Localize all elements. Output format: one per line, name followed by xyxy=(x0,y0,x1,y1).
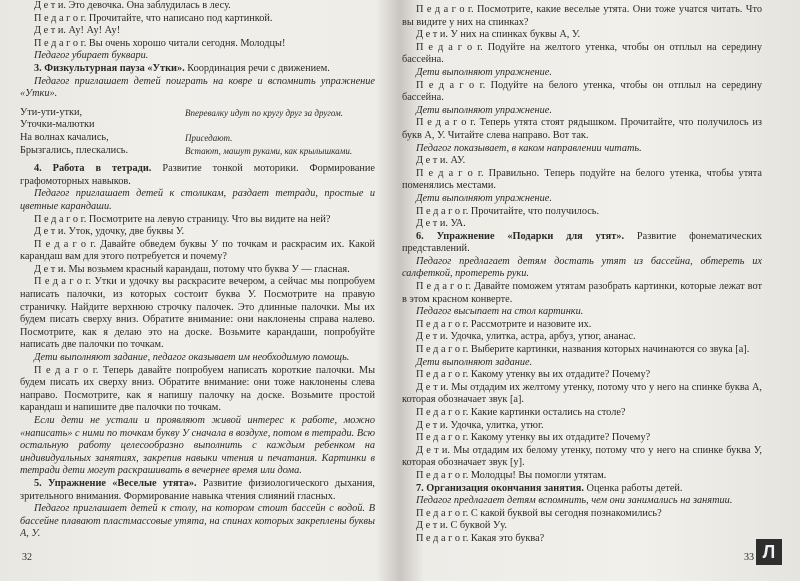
section-3 xyxy=(20,63,375,76)
publisher-logo: Л xyxy=(756,539,782,565)
dialogue-line: Д е т и. У них на спинках буквы А, У. xyxy=(416,29,581,41)
stage-direction: Дети выполняют задание. xyxy=(416,356,533,368)
poem-row xyxy=(20,119,375,132)
dialogue-line: П е д а г о г. Прочитайте, что написано под картинкой. xyxy=(34,12,273,24)
dialogue-line: Д е т и. АУ. xyxy=(416,155,466,167)
dialogue-line: Д е т и. УА. xyxy=(416,218,466,230)
section-4-text: Развитие тонкой моторики. Формирование графомоторных навыков. xyxy=(20,163,375,187)
dialogue-line: Д е т и. Ау! Ау! Ау! xyxy=(34,25,121,37)
section-4-title: 4. Работа в тетради. xyxy=(34,163,152,175)
section-6 xyxy=(402,231,762,256)
section-5-title: 5. Упражнение «Веселые утята». xyxy=(34,477,197,489)
stage-direction: Педагог убирает буквари. xyxy=(34,50,149,62)
dialogue-line: П е д а г о г. Прочитайте, что получилось. xyxy=(416,205,600,217)
poem-action: Встают, машут руками, как крылышками. xyxy=(185,145,353,156)
dialogue-line: П е д а г о г. Утки и удочку вы раскрасите вечером, а сейчас мы попробуем написать палочки, из которых состоит буква У. Посмотрите на правую страничку. Найдите верхнюю строчку палочек. Это длинные палочки. Мы их будем писать сверху вниз. Обратите внимание: они наклонены справа налево. Посмотрите, как я делаю это на доске. Возьмите карандаши, попробуйте написать две палочки по точкам. xyxy=(20,276,375,351)
section-3-title: 3. Физкультурная пауза «Утки». xyxy=(34,62,185,74)
section-6-text: Развитие фонематических представлений. xyxy=(402,230,762,255)
section-7 xyxy=(402,483,762,496)
section-4-instruction: Педагог приглашает детей к столикам, раздает тетради, простые и цветные карандаши. xyxy=(20,188,375,212)
section-7-text: Оценка работы детей. xyxy=(586,482,683,494)
dialogue-line: П е д а г о г. Теперь давайте попробуем написать короткие палочки. Мы будем писать их сверху вниз. Обратите внимание: они тоже наклонены слева направо. Посмотрите, как я напишу палочку на доске. Возьмите простой карандаш и напишите две палочки по точкам. xyxy=(20,364,375,414)
poem-verse: Ути-ути-утки, xyxy=(20,106,83,118)
dialogue-line: Д е т и. Уток, удочку, две буквы У. xyxy=(34,226,185,238)
dialogue-line: П е д а г о г. Давайте обведем буквы У по точкам и раскрасим их. Какой карандаш вам для этого потребуется и почему? xyxy=(20,238,375,263)
poem-action: Приседают. xyxy=(185,132,233,143)
stage-direction: Дети выполняют упражнение. xyxy=(416,104,552,116)
stage-direction: Педагог предлагает детям достать утят из бассейна, обтереть их салфеткой, протереть руки. xyxy=(402,255,762,280)
dialogue-line: П е д а г о г. Рассмотрите и назовите их. xyxy=(416,318,592,330)
stage-direction: Педагог высыпает на стол картинки. xyxy=(416,306,584,318)
poem-action: Вперевалку идут по кругу друг за другом. xyxy=(185,107,344,118)
right-page xyxy=(402,0,762,581)
dialogue-line: Д е т и. Удочка, улитка, утюг. xyxy=(416,419,544,431)
dialogue-line: П е д а г о г. Молодцы! Вы помогли утятам. xyxy=(416,469,607,481)
dialogue-line: П е д а г о г. Давайте поможем утятам разобрать картинки, которые лежат вот в этом красном конверте. xyxy=(402,281,762,305)
dialogue-line: П е д а г о г. Правильно. Теперь подуйте на белого утенка, чтобы утята поменялись местами. xyxy=(402,167,762,192)
dialogue-line: Д е т и. Удочка, улитка, астра, арбуз, утюг, ананас. xyxy=(416,331,636,343)
poem-row xyxy=(20,132,375,145)
dialogue-line: П е д а г о г. Какому утенку вы их отдадите? Почему? xyxy=(416,369,651,381)
stage-direction: Дети выполняют упражнение. xyxy=(416,192,552,204)
dialogue-line: Д е т и. Мы отдадим их белому утенку, потому что у него на спинке буква У, которая обозначает звук [у]. xyxy=(402,444,762,469)
page-number: 32 xyxy=(22,552,32,564)
poem-row xyxy=(20,145,375,158)
stage-direction: Дети выполняют упражнение. xyxy=(416,66,552,78)
stage-direction: Педагог показывает, в каком направлении читать. xyxy=(416,142,642,154)
stage-direction: Если дети не устали и проявляют живой интерес к работе, можно «написать» с ними по точкам букву У сначала в воздухе, потом в тетради. Всю остальную работу целесообразно выполнить с каждым ребенком на индивидуальных занятиях, закрепив навыки чтения и печатания. Картинки в тетради дети могут раскрашивать в вечернее время или дома. xyxy=(20,415,375,477)
dialogue-line: Д е т и. С буквой Уу. xyxy=(416,520,507,532)
section-6-title: 6. Упражнение «Подарки для утят». xyxy=(416,230,625,242)
dialogue-line: Д е т и. Это девочка. Она заблудилась в лесу. xyxy=(34,0,231,11)
dialogue-line: П е д а г о г. С какой буквой вы сегодня познакомились? xyxy=(416,507,662,519)
poem-row xyxy=(20,107,375,120)
poem-verse: Уточки-малютки xyxy=(20,119,95,131)
dialogue-line: П е д а г о г. Какая это буква? xyxy=(416,532,545,544)
poem-verse: Брызгались, плескались. xyxy=(20,144,129,156)
dialogue-line: П е д а г о г. Посмотрите, какие веселые утята. Они тоже учатся читать. Что вы видите у них на спинках? xyxy=(402,4,762,28)
section-3-text: Координация речи с движением. xyxy=(187,62,330,74)
poem-verse: На волнах качались, xyxy=(20,131,109,143)
dialogue-line: Д е т и. Мы возьмем красный карандаш, потому что буква У — гласная. xyxy=(34,263,350,275)
stage-direction: Педагог предлагает детям вспомнить, чем они занимались на занятии. xyxy=(416,495,733,507)
section-7-title: 7. Организация окончания занятия. xyxy=(416,482,584,494)
page-number: 33 xyxy=(744,552,754,564)
left-page xyxy=(20,0,375,581)
dialogue-line: П е д а г о г. Подуйте на белого утенка, чтобы он отплыл на середину бассейна. xyxy=(402,79,762,104)
section-5-text: Развитие физиологического дыхания, зрительного внимания. Формирование навыка чтения слияний гласных. xyxy=(20,477,375,502)
section-4 xyxy=(20,163,375,188)
dialogue-line: П е д а г о г. Вы очень хорошо читали сегодня. Молодцы! xyxy=(34,37,286,49)
dialogue-line: П е д а г о г. Посмотрите на левую страницу. Что вы видите на ней? xyxy=(34,213,331,225)
dialogue-line: П е д а г о г. Выберите картинки, названия которых начинаются со звука [а]. xyxy=(416,344,750,356)
section-5-instruction: Педагог приглашает детей к столу, на котором стоит бассейн с водой. В бассейне плавают пластмассовые утята, на спинах которых закреплены буквы А, У. xyxy=(20,503,375,540)
dialogue-line: П е д а г о г. Какие картинки остались на столе? xyxy=(416,407,626,418)
dialogue-line: П е д а г о г. Подуйте на желтого утенка, чтобы он отплыл на середину бассейна. xyxy=(402,41,762,66)
dialogue-line: П е д а г о г. Теперь утята стоят рядышком. Прочитайте, что получилось из букв А, У. Читайте слева направо. Вот так. xyxy=(402,117,762,141)
dialogue-line: Д е т и. Мы отдадим их желтому утенку, потому что у него на спинке буква А, которая обозначает звук [а]. xyxy=(402,381,762,406)
poem-action xyxy=(185,119,375,132)
section-5 xyxy=(20,478,375,503)
stage-direction: Дети выполняют задание, педагог оказывает им необходимую помощь. xyxy=(34,352,350,364)
dialogue-line: П е д а г о г. Какому утенку вы их отдадите? Почему? xyxy=(416,432,651,444)
section-3-instruction: Педагог приглашает детей поиграть на ковре и вспомнить упражнение «Утки». xyxy=(20,75,375,100)
